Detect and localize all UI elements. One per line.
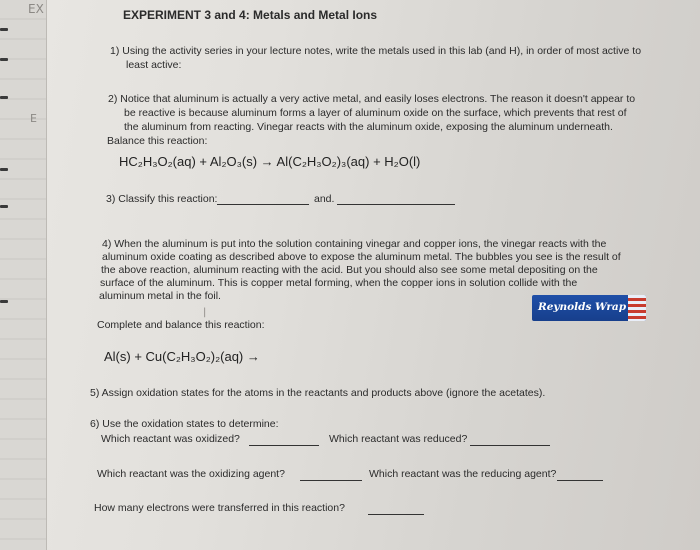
brand-stripes (628, 295, 646, 321)
reynolds-wrap-box (532, 295, 646, 321)
pencil-mark: | (203, 307, 207, 318)
question-2-line-2: be reactive is because aluminum forms a layer of aluminum oxide on the surface, which prevents that rest of (124, 107, 627, 119)
question-4-line-3: the above reaction, aluminum reacting with the acid. But you should also see some metal depositing on the (101, 264, 598, 276)
electrons-answer-blank[interactable] (368, 505, 424, 515)
page-title: EXPERIMENT 3 and 4: Metals and Metal Ions (123, 8, 378, 22)
brand-label: Reynolds Wrap (538, 301, 627, 313)
margin-pencil-note: E (30, 112, 37, 125)
notebook-margin (0, 0, 47, 550)
question-4-line-2: aluminum oxide coating as described above to expose the aluminum metal. The bubbles you see is the result of (102, 251, 621, 263)
binder-hole (0, 300, 8, 303)
binder-hole (0, 168, 8, 171)
question-3-label: 3) Classify this reaction: (106, 193, 218, 205)
question-6-intro: 6) Use the oxidation states to determine: (90, 418, 279, 430)
reducing-agent-question: Which reactant was the reducing agent? (369, 468, 557, 480)
oxidized-question: Which reactant was oxidized? (101, 433, 240, 445)
electrons-question: How many electrons were transferred in this reaction? (94, 502, 345, 514)
complete-balance-label: Complete and balance this reaction: (97, 319, 265, 331)
binder-hole (0, 28, 8, 31)
question-4-line-1: 4) When the aluminum is put into the solution containing vinegar and copper ions, the vinegar reacts with the (102, 238, 607, 250)
question-1-line-2: least active: (126, 59, 182, 71)
corner-pencil-note: EX (28, 2, 44, 16)
question-1-line-1: 1) Using the activity series in your lecture notes, write the metals used in this lab (and H), in order of most active to (110, 45, 642, 57)
question-5: 5) Assign oxidation states for the atoms in the reactants and products above (ignore the acetates). (90, 387, 546, 399)
binder-hole (0, 205, 8, 208)
equation-aluminum-copper: Al(s) + Cu(C₂H₃O₂)₂(aq) → (104, 349, 260, 364)
question-4-line-4: surface of the aluminum. This is copper metal forming, when the copper ions in solution collide with the (100, 277, 578, 289)
question-3-and: and. (314, 193, 335, 205)
oxidizing-agent-answer-blank[interactable] (300, 471, 362, 481)
binder-hole (0, 96, 8, 99)
classify-answer-blank-2[interactable] (337, 195, 455, 205)
oxidized-answer-blank[interactable] (249, 436, 319, 446)
equation-vinegar-alumina: HC₂H₃O₂(aq) + Al₂O₃(s) → Al(C₂H₃O₂)₃(aq) + H₂O(l) (119, 154, 421, 169)
classify-answer-blank-1[interactable] (217, 195, 309, 205)
question-2-line-1: 2) Notice that aluminum is actually a very active metal, and easily loses electrons. The reason it doesn't appear to (108, 93, 636, 105)
oxidizing-agent-question: Which reactant was the oxidizing agent? (97, 468, 285, 480)
question-2-line-4: Balance this reaction: (107, 135, 208, 147)
binder-hole (0, 58, 8, 61)
question-2-line-3: the aluminum from reacting. Vinegar reacts with the aluminum oxide, exposing the aluminum underneath. (124, 121, 613, 133)
question-4-line-5: aluminum metal in the foil. (99, 290, 221, 302)
reduced-question: Which reactant was reduced? (329, 433, 468, 445)
reduced-answer-blank[interactable] (470, 436, 550, 446)
reducing-agent-answer-blank[interactable] (557, 471, 603, 481)
